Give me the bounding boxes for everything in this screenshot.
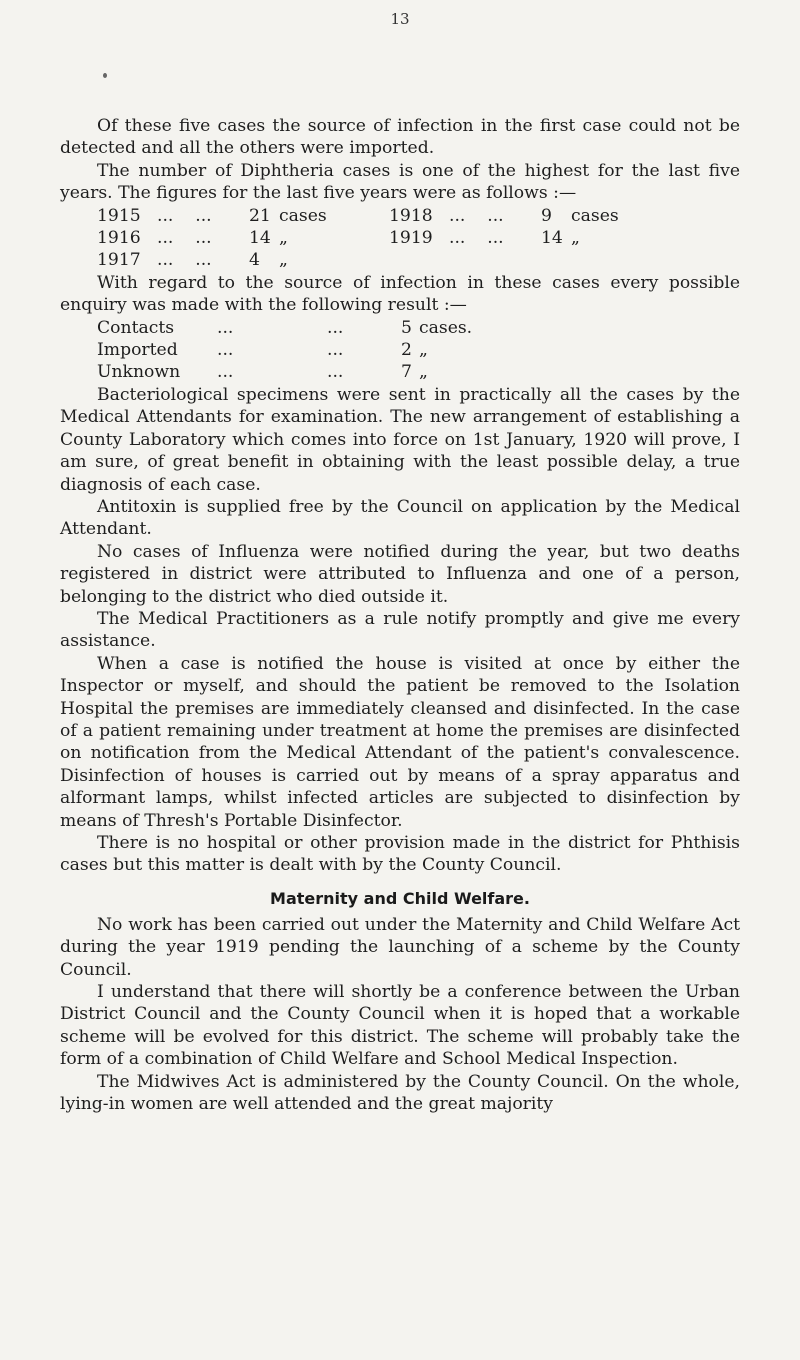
year-cell (389, 249, 449, 271)
source-count: 2 (401, 340, 412, 361)
section-heading-maternity: Maternity and Child Welfare. (270, 888, 530, 908)
unit-cell (571, 249, 681, 271)
leader-dots: ... ... (449, 228, 504, 249)
source-label: Imported (97, 340, 178, 361)
leader-dots: ... (327, 317, 344, 338)
leader-dots: ... (217, 362, 234, 383)
paragraph-diphtheria-intro: The number of Diphtheria cases is one of the highest for the last five years. The figures for the last five years were as follows :— (60, 160, 740, 204)
leader-dots: ... (217, 340, 234, 361)
unit-cell: cases (571, 205, 619, 226)
leader-dots: ... ... (157, 228, 212, 249)
paragraph-disinfection: When a case is notified the house is visited at once by either the Inspector or myself, and should the patient be removed to the Isolation Hospital the premises are immediately cleansed and disinfected. In the case of a patient remaining under treatment at home the premises are disinfected on notification from the Medical Attendant of the patient's convalescence. Disinfection of houses is carried out by means of a spray apparatus and alformant lamps, whilst infected articles are subjected to disinfection by means of Thresh's Portable Disinfector. (60, 653, 740, 831)
unit-cell: „ (571, 228, 580, 249)
table-row (97, 361, 472, 383)
diphtheria-yearly-table (97, 205, 681, 272)
source-unit: cases. (419, 317, 473, 338)
paragraph-influenza: No cases of Influenza were notified during the year, but two deaths registered in district were attributed to Influenza and one of a person, belonging to the district who died outside it. (60, 541, 740, 607)
leader-dots: ... ... (157, 205, 212, 226)
table-row (97, 227, 681, 249)
unit-cell: „ (279, 228, 288, 249)
leader-dots (449, 249, 541, 271)
paragraph-source-first-case: Of these five cases the source of infection in the first case could not be detected and all the others were imported. (60, 116, 740, 159)
value-cell: 14 (541, 228, 563, 249)
source-count: 7 (401, 362, 412, 383)
infection-source-table (97, 317, 472, 384)
leader-dots: ... (217, 317, 234, 338)
leader-dots: ... (327, 362, 344, 383)
paragraph-practitioners: The Medical Practitioners as a rule notify promptly and give me every assistance. (60, 608, 740, 652)
value-cell: 14 (249, 228, 271, 249)
source-count: 5 (401, 317, 412, 338)
year-cell: 1915 (97, 205, 141, 226)
leader-dots: ... (327, 340, 344, 361)
page-number: 13 (390, 10, 410, 28)
year-cell: 1917 (97, 250, 141, 271)
unit-cell: cases (279, 205, 327, 226)
paragraph-source-enquiry: With regard to the source of infection in these cases every possible enquiry was made with the following result :— (60, 272, 740, 316)
paragraph-antitoxin: Antitoxin is supplied free by the Council on application by the Medical Attendant. (60, 496, 740, 540)
value-cell: 9 (541, 205, 552, 226)
paragraph-bacteriological: Bacteriological specimens were sent in practically all the cases by the Medical Attendants for examination. The new arrangement of establishing a County Laboratory which comes into force on 1st January, 1920 will prove, I am sure, of great benefit in obtaining with the least possible delay, a true diagnosis of each case. (60, 384, 740, 495)
paragraph-midwives: The Midwives Act is administered by the County Council. On the whole, lying-in women are well attended and the great majority (60, 1071, 740, 1115)
print-speck (103, 73, 107, 78)
leader-dots: ... ... (449, 205, 504, 226)
year-cell: 1918 (389, 205, 433, 226)
source-label: Unknown (97, 362, 181, 383)
table-row (97, 205, 681, 227)
paragraph-phthisis: There is no hospital or other provision made in the district for Phthisis cases but this matter is dealt with by the County Council. (60, 833, 740, 876)
table-row (97, 339, 472, 361)
paragraph-maternity-act: No work has been carried out under the Maternity and Child Welfare Act during the year 1919 pending the launching of a scheme by the County Council. (60, 914, 740, 980)
source-unit: „ (419, 362, 428, 383)
year-cell: 1916 (97, 228, 141, 249)
paragraph-conference: I understand that there will shortly be a conference between the Urban District Council and the County Council when it is hoped that a workable scheme will be evolved for this district. The scheme will probably take the form of a combination of Child Welfare and School Medical Inspection. (60, 982, 740, 1070)
page-body (60, 115, 740, 1115)
source-label: Contacts (97, 317, 175, 338)
value-cell: 4 (249, 250, 260, 271)
value-cell: 21 (249, 205, 271, 226)
table-row (97, 249, 681, 271)
unit-cell: „ (279, 250, 288, 271)
value-cell (541, 249, 571, 271)
year-cell: 1919 (389, 228, 433, 249)
source-unit: „ (419, 340, 428, 361)
table-row (97, 317, 472, 339)
leader-dots: ... ... (157, 250, 212, 271)
